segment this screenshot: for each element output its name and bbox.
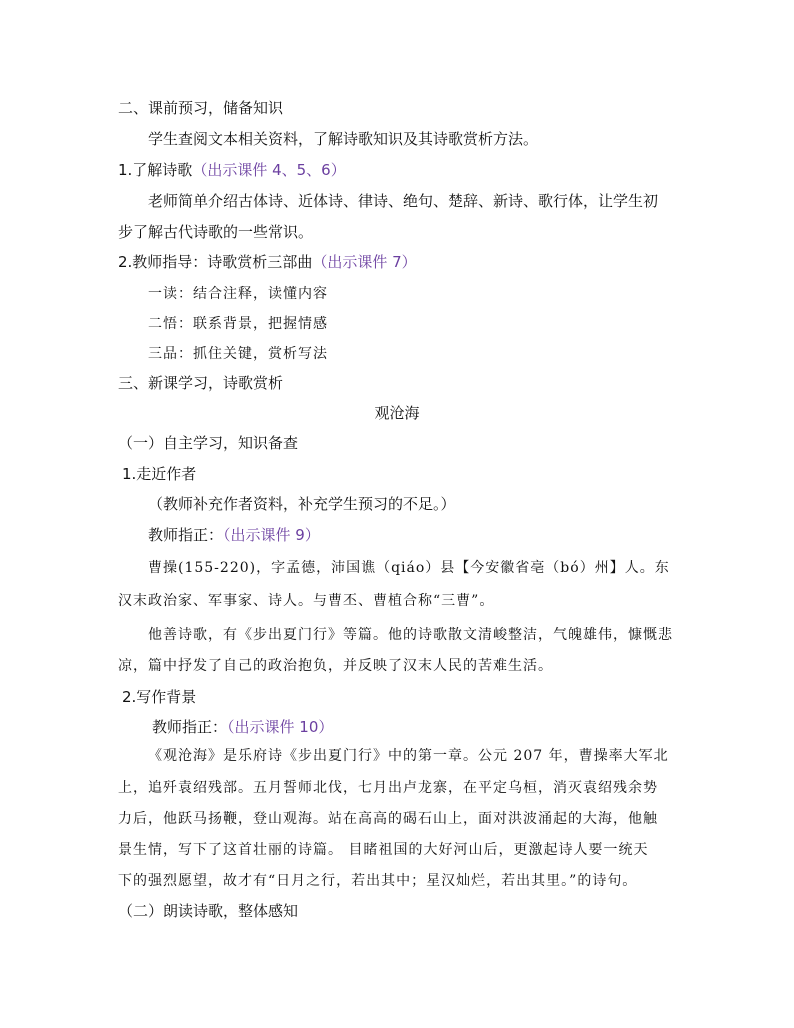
works-line-2: 凉，篇中抒发了自己的政治抱负，并反映了汉末人民的苦难生活。 — [118, 658, 553, 674]
works-line-1: 他善诗歌，有《步出夏门行》等篇。他的诗歌散文清峻整洁，气魄雄伟，慷慨悲 — [148, 627, 673, 643]
section-2-paragraph: 学生查阅文本相关资料，了解诗歌知识及其诗歌赏析方法。 — [148, 130, 539, 148]
step-1: 一读：结合注释，读懂内容 — [148, 286, 328, 302]
poem-title: 观沧海 — [374, 404, 420, 422]
item-1-label: 1.了解诗歌 — [118, 161, 193, 179]
part-1-heading: （一）自主学习，知识备查 — [118, 434, 299, 452]
item-1-note: （出示课件 4、5、6） — [192, 161, 346, 179]
item-2 — [118, 251, 417, 273]
background-line-1: 《观沧海》是乐府诗《步出夏门行》中的第一章。公元 207 年，曹操率大军北 — [148, 748, 669, 764]
guide-2-label: 教师指正： — [152, 718, 228, 736]
item-2-note: （出示课件 7） — [312, 253, 417, 271]
part-1-guide — [148, 524, 320, 546]
part-1-item-1: 1.走近作者 — [122, 465, 197, 483]
background-line-5: 下的强烈愿望，故才有“日月之行，若出其中；星汉灿烂，若出其里。”的诗句。 — [118, 873, 638, 889]
part-1-guide-2 — [152, 716, 333, 738]
item-1-line-2: 步了解古代诗歌的一些常识。 — [118, 223, 314, 241]
step-2: 二悟：联系背景，把握情感 — [148, 316, 328, 332]
guide-label: 教师指正： — [148, 526, 224, 544]
item-2-label: 2.教师指导：诗歌赏析三部曲 — [118, 253, 313, 271]
step-3: 三品：抓住关键，赏析写法 — [148, 346, 328, 362]
section-2-heading: 二、课前预习，储备知识 — [118, 99, 284, 117]
item-1-line-1: 老师简单介绍古体诗、近体诗、律诗、绝句、楚辞、新诗、歌行体，让学生初 — [148, 192, 659, 210]
section-3-heading: 三、新课学习，诗歌赏析 — [118, 374, 284, 392]
background-line-4: 景生情，写下了这首壮丽的诗篇。 目睹祖国的大好河山后，更激起诗人要一统天 — [118, 842, 649, 858]
part-1-item-1-sub: （教师补充作者资料，补充学生预习的不足。） — [148, 495, 456, 513]
background-line-3: 力后，他跃马扬鞭，登山观海。站在高高的碣石山上，面对洪波涌起的大海，他触 — [118, 811, 658, 827]
guide-note: （出示课件 9） — [223, 526, 320, 544]
part-2-heading: （二）朗读诗歌，整体感知 — [118, 902, 299, 920]
item-1 — [118, 159, 346, 181]
background-line-2: 上，追歼袁绍残部。五月誓师北伐，七月出卢龙寨，在平定乌桓，消灭袁绍残余势 — [118, 780, 658, 796]
guide-2-note: （出示课件 10） — [227, 718, 334, 736]
part-1-item-2: 2.写作背景 — [122, 688, 197, 706]
author-line-1: 曹操(155-220)，字孟德，沛国谯（qiáo）县【今安徽省亳（bó）州】人。东 — [148, 560, 670, 576]
author-line-2: 汉末政治家、军事家、诗人。与曹丕、曹植合称“三曹”。 — [118, 593, 495, 609]
